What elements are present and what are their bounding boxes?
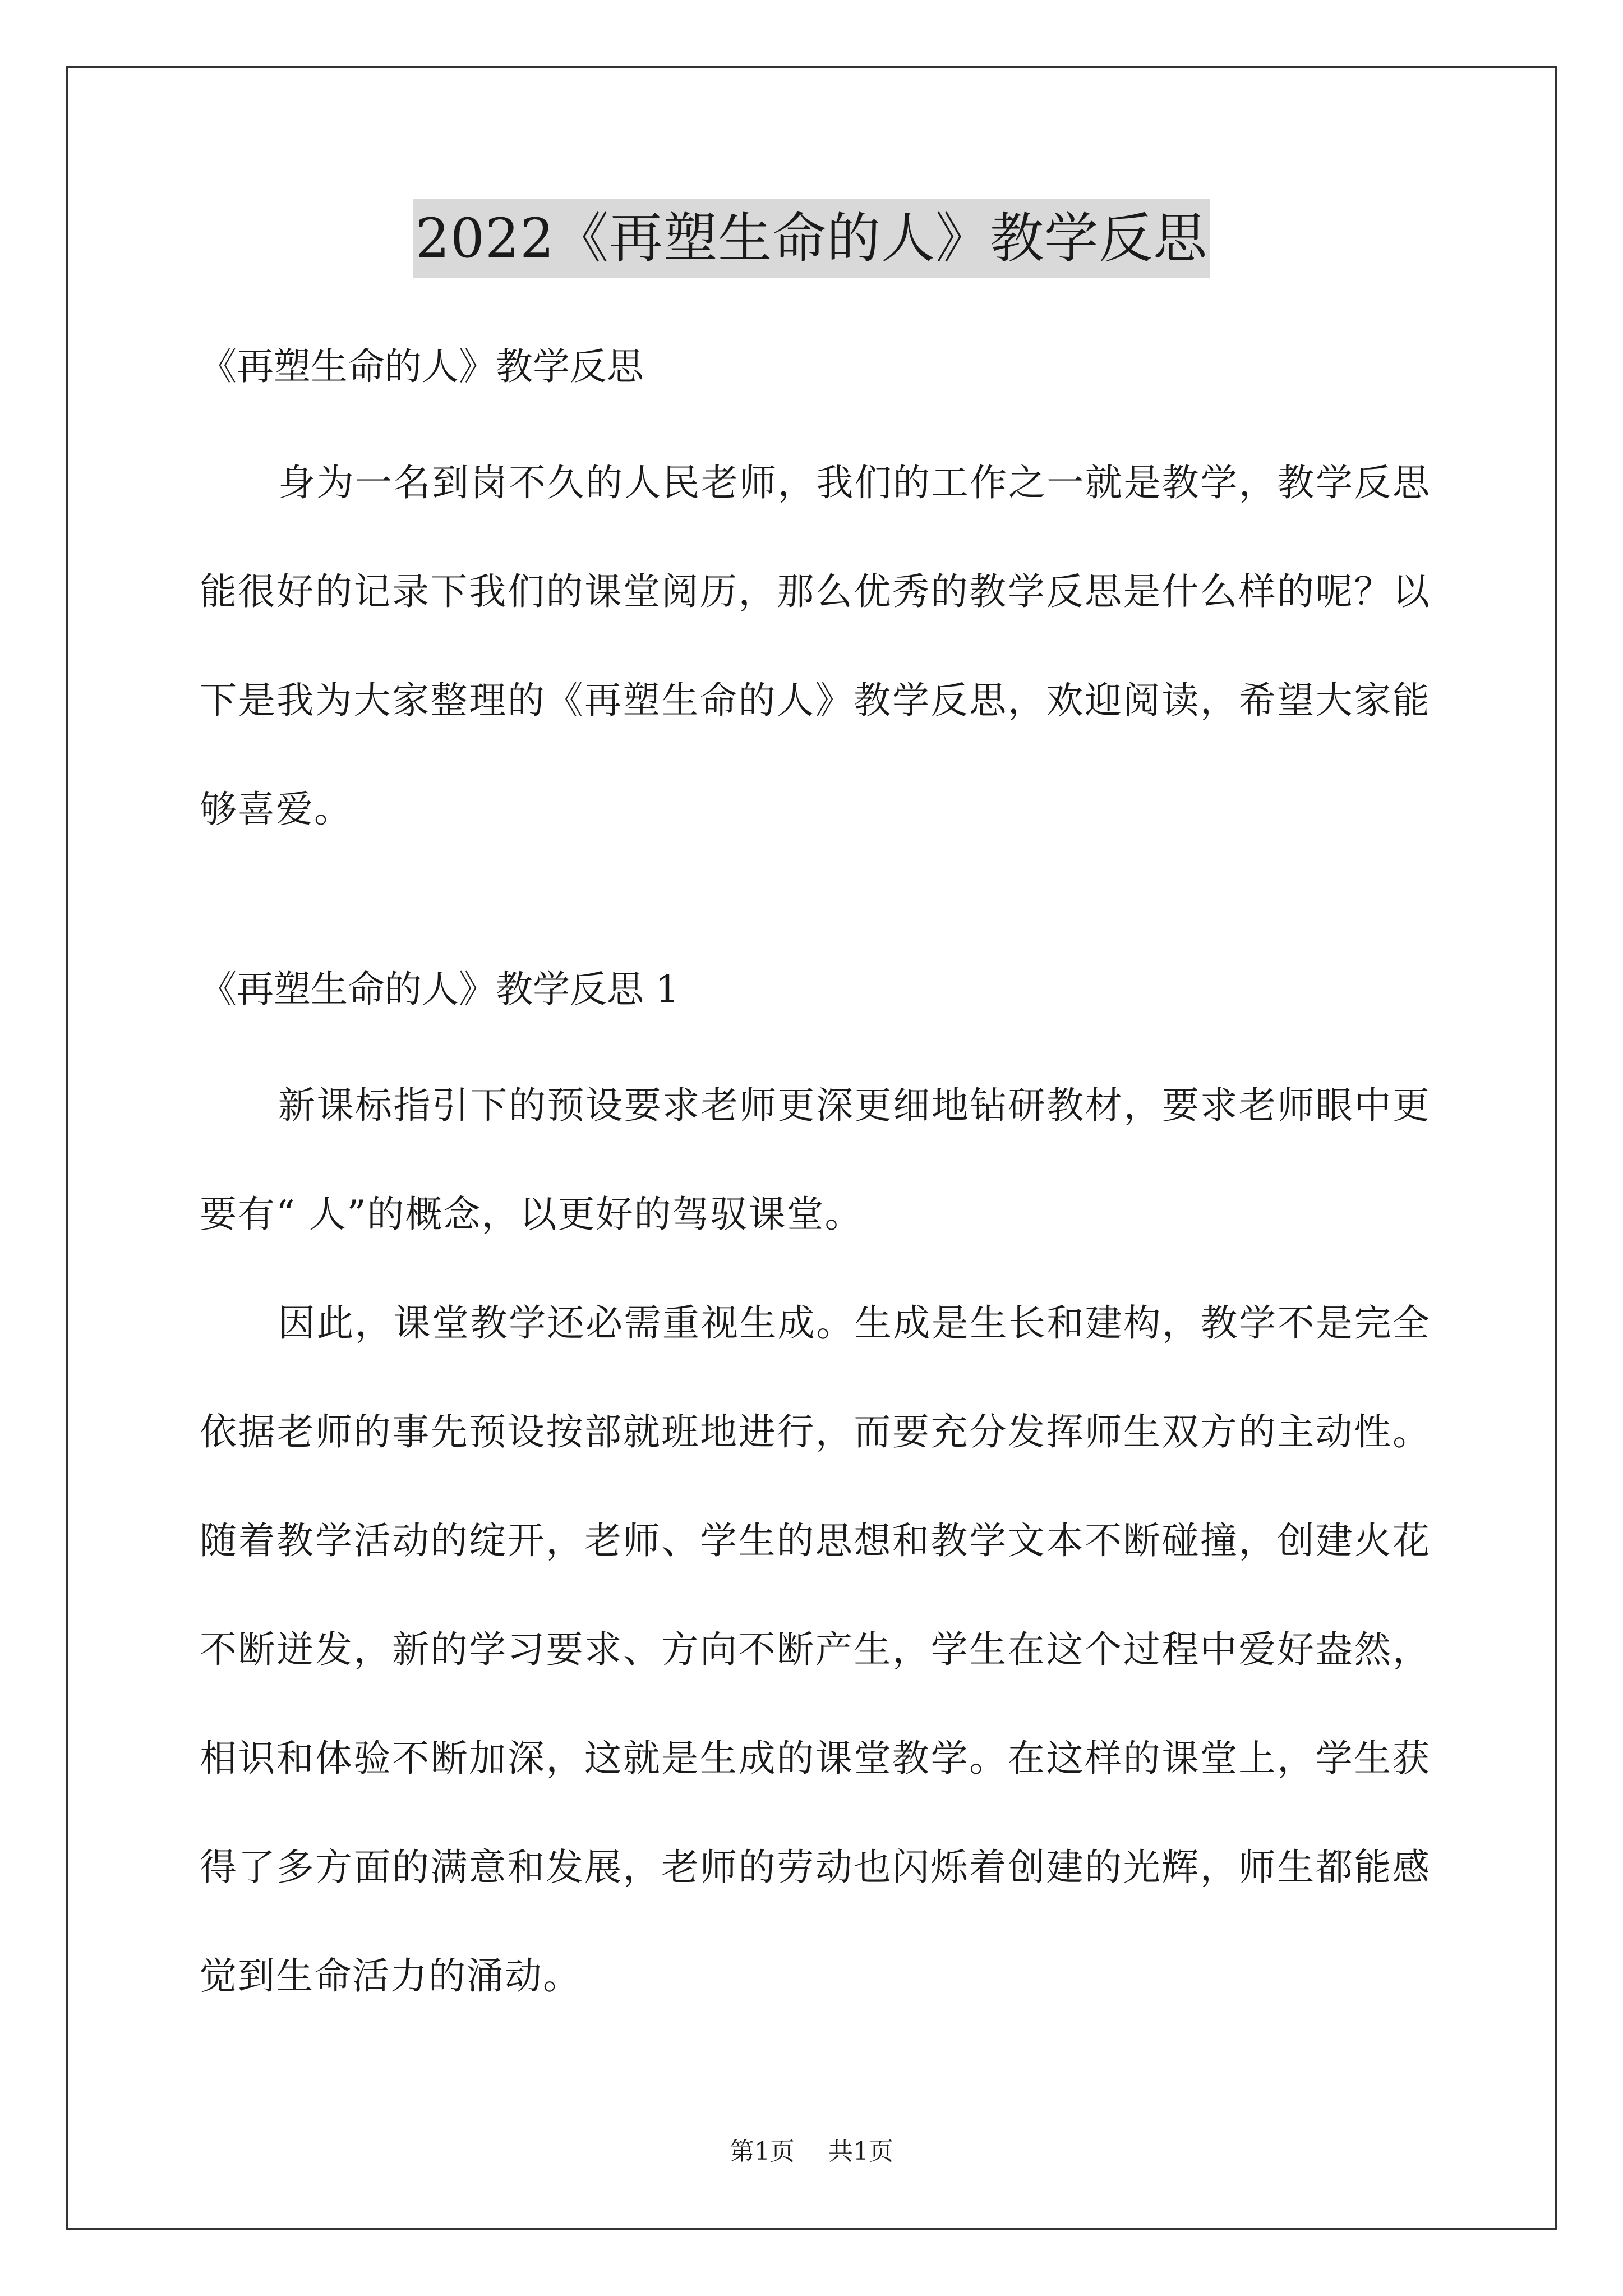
page-number: 第1页 [730,2137,795,2166]
paragraph: 身为一名到岗不久的人民老师，我们的工作之一就是教学，教学反思能很好的记录下我们的课堂阅历，那么优秀的教学反思是什么样的呢？以下是我为大家整理的《再塑生命的人》教学反思，欢迎阅读，希望大家能够喜爱。 [200,461,1431,831]
section-spacer [200,864,1431,937]
section-reflection-1 [200,937,1431,2031]
section-heading: 《再塑生命的人》教学反思 1 [200,968,679,1011]
paragraph: 新课标指引下的预设要求老师更深更细地钻研教材，要求老师眼中更要有“ 人”的概念，以更好的驾驭课堂。 [200,1084,1431,1236]
page-footer [0,2135,1623,2169]
title-container [0,199,1623,278]
section-heading: 《再塑生命的人》教学反思 [200,345,644,388]
document-body [200,314,1431,2031]
page-total: 共1页 [828,2137,893,2166]
section-intro [200,314,1431,864]
paragraph: 因此，课堂教学还必需重视生成。生成是生长和建构，教学不是完全依据老师的事先预设按部就班地进行，而要充分发挥师生双方的主动性。随着教学活动的绽开，老师、学生的思想和教学文本不断碰撞，创建火花不断迸发，新的学习要求、方向不断产生，学生在这个过程中爱好盎然，相识和体验不断加深，这就是生成的课堂教学。在这样的课堂上，学生获得了多方面的满意和发展，老师的劳动也闪烁着创建的光辉，师生都能感觉到生命活力的涌动。 [200,1301,1431,1998]
document-title: 2022《再塑生命的人》教学反思 [413,199,1210,278]
